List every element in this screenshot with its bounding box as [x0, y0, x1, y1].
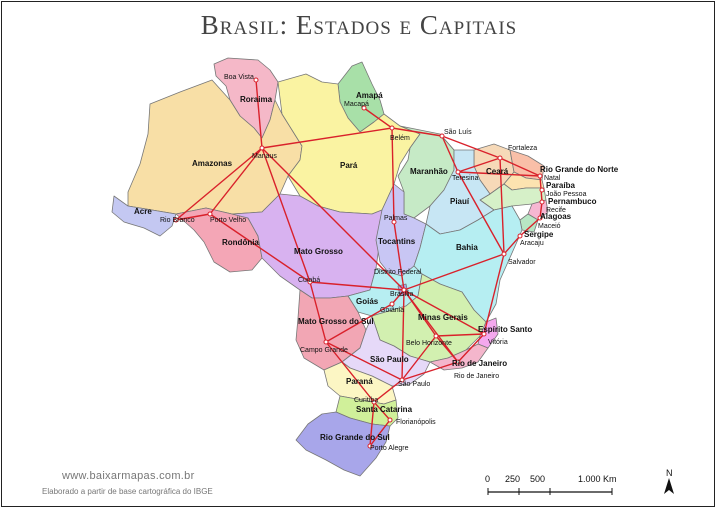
footer-source: Elaborado a partir de base cartográfica do IBGE: [42, 487, 213, 496]
state-label-sergipe: Sergipe: [524, 230, 554, 239]
capital-marker-florianopolis: [388, 418, 392, 422]
capital-label-campo-grande: Campo Grande: [300, 347, 348, 354]
scale-bar: [485, 474, 617, 495]
capital-label-macapa: Macapá: [344, 101, 369, 108]
capital-marker-natal: [538, 174, 542, 178]
scale-label-500: 500: [530, 474, 546, 484]
capital-marker-campo-grande: [324, 340, 328, 344]
capital-label-rio-de-janeiro: Rio de Janeiro: [454, 373, 500, 380]
capital-label-joao-pessoa: João Pessoa: [546, 191, 587, 198]
capital-label-fortaleza: Fortaleza: [508, 145, 538, 152]
state-label-roraima: Roraima: [240, 95, 273, 104]
state-label-pernambuco: Pernambuco: [548, 197, 597, 206]
capital-label-brasilia: Brasília: [390, 291, 414, 298]
capital-label-sao-luis: São Luís: [444, 129, 472, 136]
capital-marker-manaus: [260, 146, 264, 150]
capital-marker-goiania: [390, 302, 394, 306]
capital-label-porto-velho: Porto Velho: [210, 217, 247, 224]
scale-label-250: 250: [505, 474, 521, 484]
state-label-tocantins: Tocantins: [378, 237, 416, 246]
capital-label-sao-paulo: São Paulo: [398, 381, 431, 388]
state-label-amapa: Amapá: [356, 91, 383, 100]
state-label-paraiba: Paraíba: [546, 181, 575, 190]
capital-label-rio-branco: Rio Branco: [160, 217, 195, 224]
capital-label-aracaju: Aracaju: [520, 240, 544, 247]
state-label-goias: Goiás: [356, 297, 379, 306]
capital-label-natal: Natal: [544, 175, 561, 182]
state-label-bahia: Bahia: [456, 243, 478, 252]
state-label-parana: Paraná: [346, 377, 373, 386]
capital-marker-belem: [390, 126, 394, 130]
capital-label-belem: Belém: [390, 135, 410, 142]
state-label-rj: Rio de Janeiro: [452, 359, 508, 368]
capital-label-palmas: Palmas: [384, 215, 408, 222]
map-title: Brasil: Estados e Capitais: [200, 10, 518, 40]
capital-marker-boa-vista: [254, 78, 258, 82]
capital-marker-aracaju: [518, 234, 522, 238]
state-label-piaui: Piauí: [450, 197, 470, 206]
state-label-alagoas: Alagoas: [540, 212, 572, 221]
capital-label-recife: Recife: [546, 207, 566, 214]
capital-marker-teresina: [456, 170, 460, 174]
state-label-rondonia: Rondônia: [222, 238, 259, 247]
capital-label-porto-alegre: Porto Alegre: [370, 445, 409, 452]
state-label-ms: Mato Grosso do Sul: [298, 317, 374, 326]
state-label-mato-grosso: Mato Grosso: [294, 247, 343, 256]
north-arrow-shape: [664, 478, 674, 494]
capital-label-belo-horizonte: Belo Horizonte: [406, 340, 452, 347]
capital-label-teresina: Teresina: [452, 175, 479, 182]
north-arrow-icon: [664, 468, 674, 494]
capital-marker-fortaleza: [498, 156, 502, 160]
state-label-df: Distrito Federal: [374, 269, 422, 276]
capital-marker-porto-velho: [208, 212, 212, 216]
capital-label-boa-vista: Boa Vista: [224, 74, 254, 81]
state-label-rn: Rio Grande do Norte: [540, 165, 619, 174]
capital-marker-salvador: [502, 252, 506, 256]
capital-marker-recife: [540, 200, 544, 204]
state-label-es: Espírito Santo: [478, 325, 533, 334]
capital-label-vitoria: Vitória: [488, 339, 508, 346]
capital-label-salvador: Salvador: [508, 259, 536, 266]
scale-label-0: 0: [485, 474, 491, 484]
north-label: N: [666, 468, 673, 478]
state-label-ceara: Ceará: [486, 167, 509, 176]
capital-label-manaus: Manaus: [252, 153, 277, 160]
state-label-sc: Santa Catarina: [356, 405, 413, 414]
capital-label-maceio: Maceió: [538, 223, 561, 230]
state-label-acre: Acre: [134, 207, 152, 216]
state-label-rs: Rio Grande do Sul: [320, 433, 390, 442]
state-label-sao-paulo: São Paulo: [370, 355, 409, 364]
capital-marker-belo-horizonte: [434, 334, 438, 338]
state-label-maranhao: Maranhão: [410, 167, 448, 176]
state-label-amazonas: Amazonas: [192, 159, 233, 168]
capital-label-goiania: Goiânia: [380, 307, 405, 314]
scale-label-1000: 1.000 Km: [578, 474, 617, 484]
capital-marker-joao-pessoa: [540, 188, 544, 192]
state-amazonas: [128, 80, 302, 214]
footer-url: www.baixarmapas.com.br: [62, 470, 195, 482]
state-label-para: Pará: [340, 161, 358, 170]
state-label-minas: Minas Gerais: [418, 313, 468, 322]
capital-label-curitiba: Curitiba: [354, 397, 379, 404]
capital-label-cuiaba: Cuiabá: [298, 277, 321, 284]
capital-label-florianopolis: Florianópolis: [396, 419, 436, 426]
